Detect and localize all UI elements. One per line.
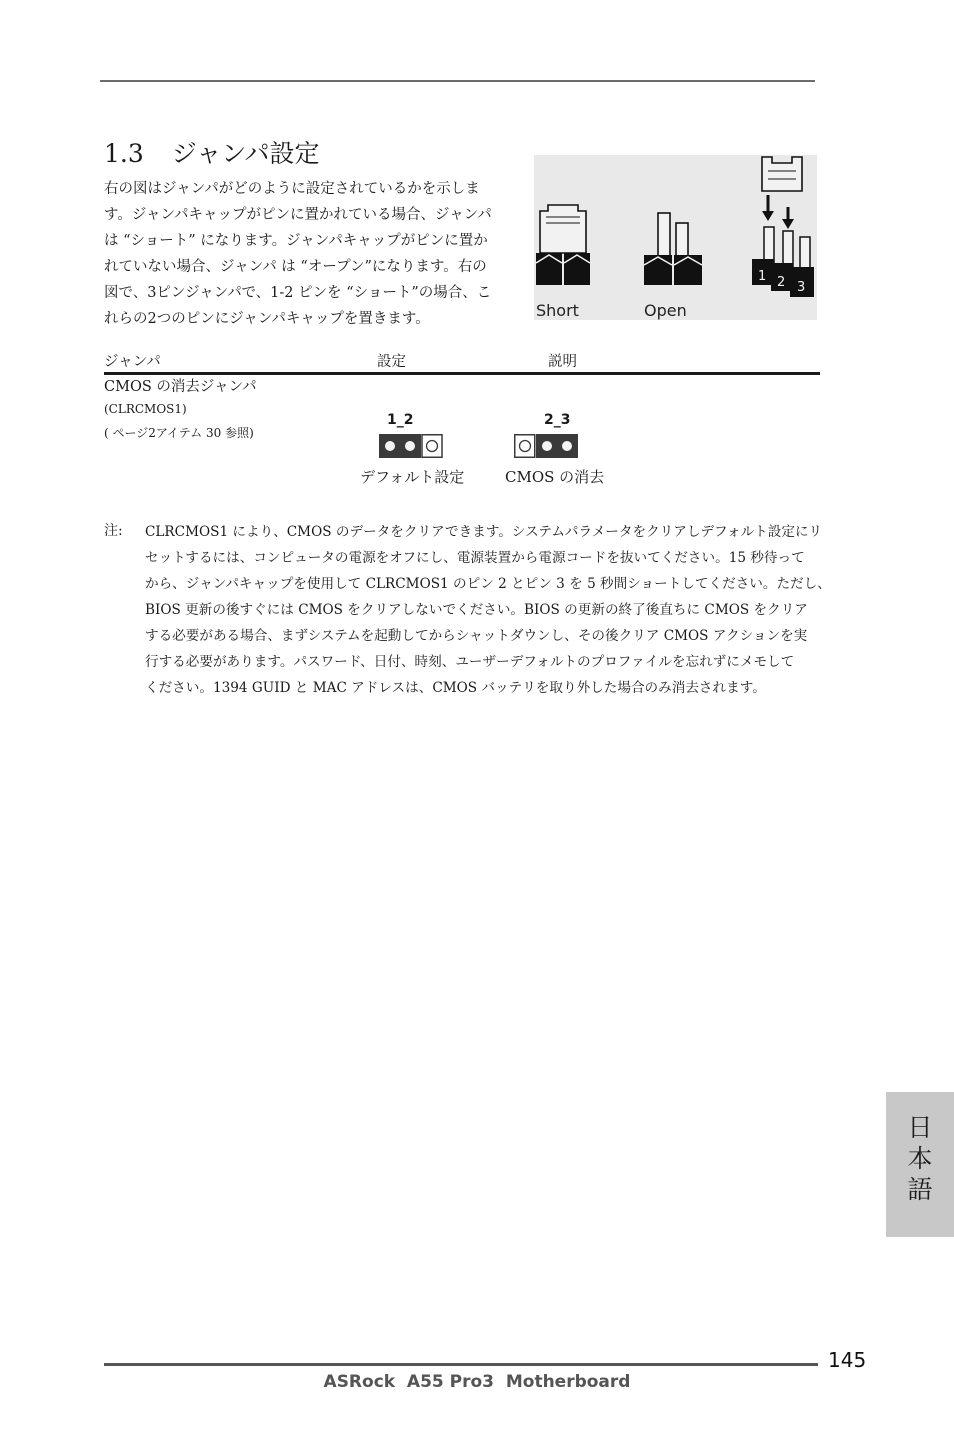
note-paragraph xyxy=(145,519,831,701)
intro-line: れていない場合、ジャンパ は “オープン”になります。右の xyxy=(104,259,487,275)
footer-title xyxy=(0,1372,954,1392)
intro-line: 図で、3ピンジャンパで、1-2 ピンを “ショート”の場合、こ xyxy=(104,285,492,301)
description-pin-label: 2_3 xyxy=(544,412,571,428)
section-title xyxy=(104,134,320,170)
table-header-setting: 設定 xyxy=(377,354,406,370)
jumper-id: (CLRCMOS1) xyxy=(104,402,187,416)
jumper-illustration xyxy=(534,155,817,320)
side-tab-char: 本 xyxy=(907,1144,933,1173)
intro-line: は “ショート” になります。ジャンパキャップがピンに置か xyxy=(104,233,488,249)
short-jumper-graphic xyxy=(536,205,590,285)
intro-line: す。ジャンパキャップがピンに置かれている場合、ジャンパ xyxy=(104,207,492,223)
note-line: CLRCMOS1 により、CMOS のデータをクリアできます。システムパラメータをクリアしデフォルト設定にリ xyxy=(145,524,823,540)
intro-line: 右の図はジャンパがどのように設定されているかを示しま xyxy=(104,181,480,197)
pin-number-label: 1 xyxy=(758,269,767,284)
pin-number-label: 3 xyxy=(797,280,806,295)
intro-line: れらの2つのピンにジャンパキャップを置きます。 xyxy=(104,311,430,327)
setting-pin-label: 1_2 xyxy=(387,412,414,428)
top-rule xyxy=(100,80,815,82)
note-label: 注: xyxy=(104,523,123,539)
table-header-jumper: ジャンパ xyxy=(104,354,161,370)
side-tab-char: 日 xyxy=(907,1113,933,1142)
footer-title-text: ASRock A55 Pro3 Motherboard xyxy=(323,1372,631,1392)
side-tab-char: 語 xyxy=(907,1175,933,1204)
setting-caption: デフォルト設定 xyxy=(360,468,465,486)
note-line: ください。1394 GUID と MAC アドレスは、CMOS バッテリを取り外した場合のみ消去されます。 xyxy=(145,680,766,696)
section-heading: ジャンパ設定 xyxy=(171,139,320,168)
setting-jumper-diagram xyxy=(379,434,443,462)
jumper-name: CMOS の消去ジャンパ xyxy=(104,379,257,395)
note-line: セットするには、コンピュータの電源をオフにし、電源装置から電源コードを抜いてください。15 秒待って xyxy=(145,550,805,566)
pin-number-label: 2 xyxy=(777,275,786,290)
jumper-reference: ( ページ2アイテム 30 参照) xyxy=(104,426,254,440)
intro-paragraph xyxy=(104,176,516,332)
description-jumper-diagram xyxy=(514,434,578,462)
description-caption: CMOS の消去 xyxy=(505,468,605,486)
note-line: する必要がある場合、まずシステムを起動してからシャットダウンし、その後クリア CMOS アクションを実 xyxy=(145,628,808,644)
jumper-illustration-svg xyxy=(534,155,817,320)
table-header-description: 説明 xyxy=(548,354,577,370)
note-line: BIOS 更新の後すぐには CMOS をクリアしないでください。BIOS の更新の終了後直ちに CMOS をクリア xyxy=(145,602,808,618)
footer-rule xyxy=(104,1363,818,1366)
clear-cmos-pins xyxy=(514,434,578,458)
language-side-label xyxy=(900,1112,940,1205)
note-line: 行する必要があります。パスワード、日付、時刻、ユーザーデフォルトのプロファイルを忘れずにメモして xyxy=(145,654,795,670)
page-number: 145 xyxy=(828,1348,867,1372)
open-jumper-graphic xyxy=(644,213,702,285)
section-number: 1.3 xyxy=(104,139,144,168)
short-label: Short xyxy=(536,301,579,320)
default-setting-pins xyxy=(379,434,443,458)
note-line: から、ジャンパキャップを使用して CLRCMOS1 のピン 2 とピン 3 を 5 秒間ショートしてください。ただし、 xyxy=(145,576,831,592)
open-label: Open xyxy=(644,301,687,320)
